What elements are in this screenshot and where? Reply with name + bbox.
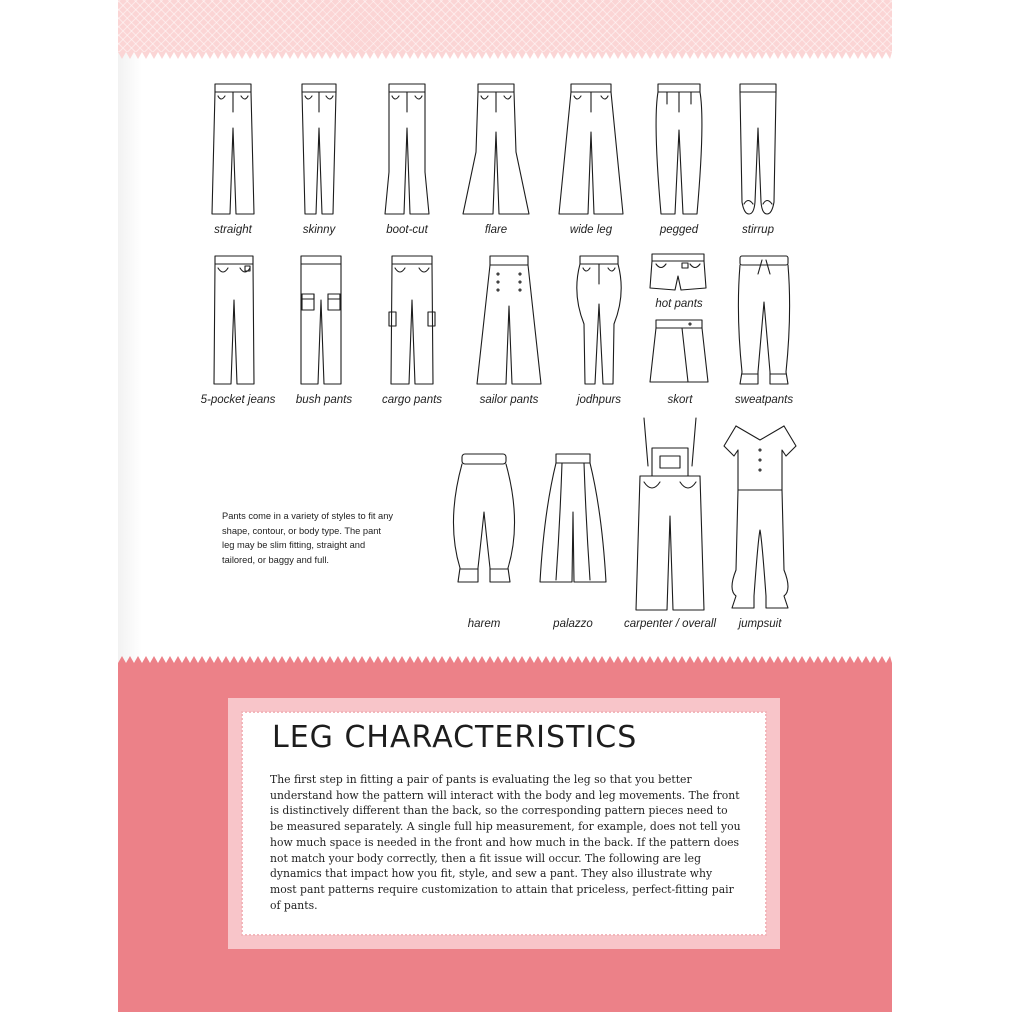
harem-pants-drawing [452,452,516,584]
flare-pants-drawing [462,82,530,216]
boot-cut-pants-drawing [384,82,430,216]
caption-5-pocket-jeans: 5-pocket jeans [200,394,276,406]
jodhpurs-drawing [574,254,624,386]
palazzo-pants-drawing [538,452,608,584]
overall-drawing [630,416,710,612]
sweatpants-drawing [736,254,792,386]
caption-skort: skort [667,394,693,406]
caption-cargo-pants: cargo pants [381,394,443,406]
caption-flare: flare [484,224,508,236]
top-zigzag-border [118,52,892,60]
middle-zigzag-border [118,655,892,663]
caption-wide-leg: wide leg [569,224,613,236]
section-title: LEG CHARACTERISTICS [272,720,638,755]
caption-skinny: skinny [302,224,336,236]
caption-pegged: pegged [659,224,699,236]
decorative-top-band [118,0,892,52]
section-body: The first step in fitting a pair of pants is evaluating the leg so that you better understand how the pattern will interact with the body and leg movements. The front is distinctively different than the back, so the corresponding pattern pieces need to be measured separately. A single full hip measurement, for example, does not tell you how much space is needed in the front and how much in the back. If the pattern does not match your body correctly, then a fit issue will occur. The following are leg dynamics that impact how you fit, style, and sew a pant. They also illustrate why most pant patterns require customization to attain that priceless, perfect-fitting pair of pants. [270,773,741,912]
wide-leg-pants-drawing [557,82,625,216]
caption-hot-pants: hot pants [655,298,703,310]
skort-drawing [648,318,710,384]
caption-straight: straight [214,224,252,236]
jumpsuit-drawing [722,420,798,610]
caption-jodhpurs: jodhpurs [576,394,622,406]
caption-boot-cut: boot-cut [386,224,428,236]
sailor-pants-drawing [476,254,542,386]
caption-bush-pants: bush pants [295,394,353,406]
caption-harem: harem [467,618,501,630]
intro-blurb: Pants come in a variety of styles to fit any shape, contour, or body type. The pant leg may be slim fitting, straight and tailored, or baggy and full. [222,511,394,566]
straight-pants-drawing [211,82,255,216]
caption-stirrup: stirrup [742,224,774,236]
leg-characteristics-section [118,663,892,1012]
bush-pants-drawing [298,254,344,386]
five-pocket-jeans-drawing [212,254,256,386]
caption-jumpsuit: jumpsuit [738,618,782,630]
caption-carpenter-overall: carpenter / overall [623,618,717,630]
text-card-frame [228,698,780,949]
caption-palazzo: palazzo [553,618,593,630]
stirrup-pants-drawing [736,82,780,216]
hot-pants-drawing [648,252,708,292]
cargo-pants-drawing [388,254,436,386]
text-card [242,712,766,935]
skinny-pants-drawing [299,82,339,216]
book-page [118,0,892,1012]
caption-sailor-pants: sailor pants [479,394,539,406]
pegged-pants-drawing [653,82,705,216]
caption-sweatpants: sweatpants [734,394,794,406]
